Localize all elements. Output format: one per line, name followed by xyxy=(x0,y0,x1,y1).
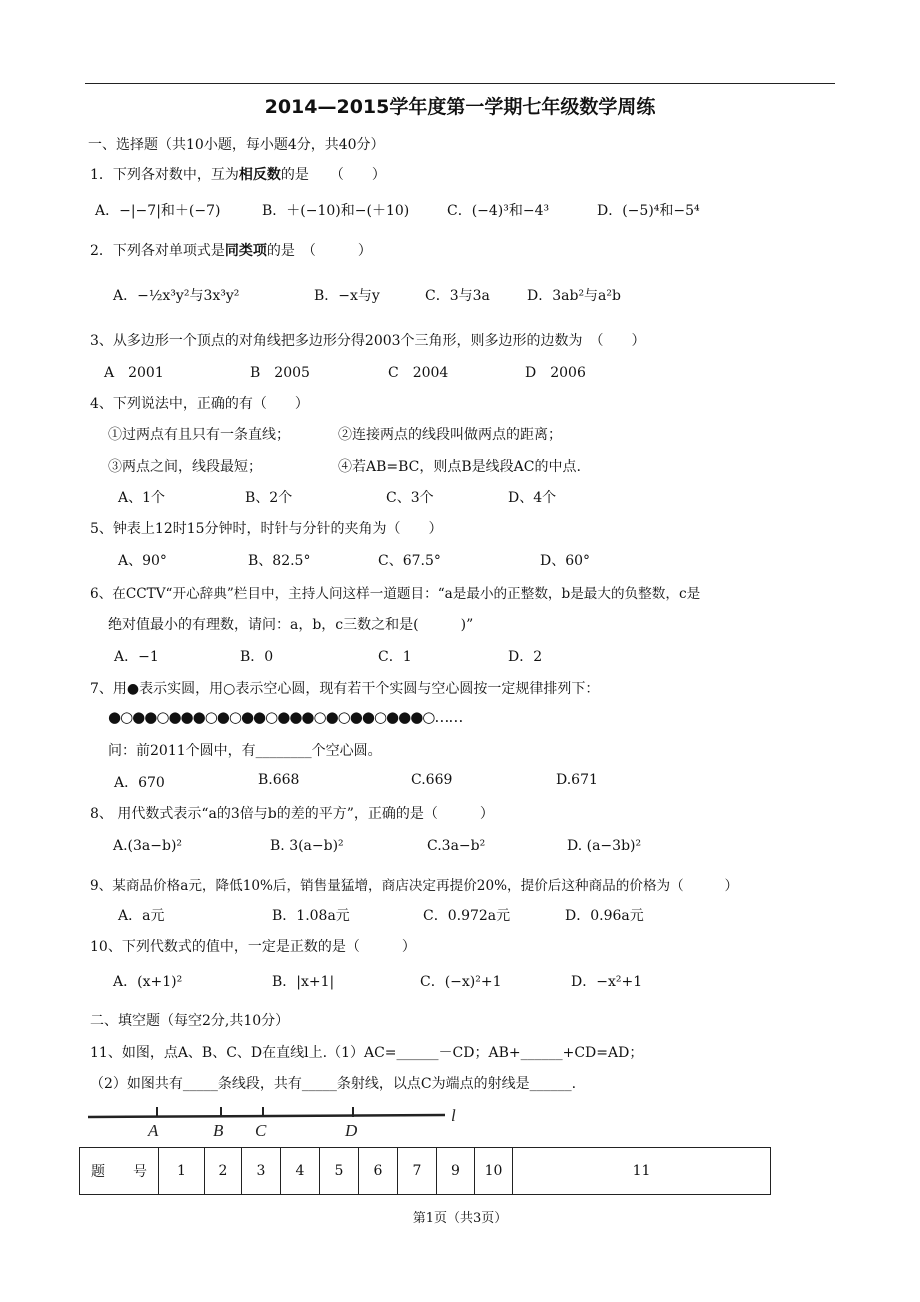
table-cell: 4 xyxy=(281,1148,320,1195)
line-figure xyxy=(85,1100,485,1142)
q9-stem: 9、某商品价格a元，降低10%后，销售量猛增，商店决定再提价20%，提价后这种商品的价格为（ ） xyxy=(90,878,739,894)
section-heading-fill: 二、填空题（每空2分,共10分） xyxy=(90,1013,290,1029)
q4-stem: 4、下列说法中，正确的有（ ） xyxy=(90,396,309,412)
label-d: D xyxy=(345,1121,358,1140)
q4-statement-2: ②连接两点的线段叫做两点的距离； xyxy=(338,427,562,443)
answer-table xyxy=(79,1147,771,1195)
q4-option-a: A、1个 xyxy=(118,490,166,506)
q9-option-b: B．1.08a元 xyxy=(272,908,350,924)
q7-circle-pattern: ●○●●○●●●○●○●●○●●●○●○●●○●●●○…… xyxy=(108,708,463,726)
q4-statement-1: ①过两点有且只有一条直线； xyxy=(108,427,290,443)
q5-option-d: D、60° xyxy=(540,553,591,569)
q6-stem-line1: 6、在CCTV“开心辞典”栏目中，主持人问这样一道题目：“a是最小的正整数，b是最大的负整数，c是 xyxy=(90,586,701,602)
table-cell: 3 xyxy=(242,1148,281,1195)
q10-option-d: D．−x²+1 xyxy=(571,974,643,990)
section-heading-choice: 一、选择题（共10小题，每小题4分，共40分） xyxy=(88,137,385,153)
q5-option-c: C、67.5° xyxy=(378,553,441,569)
table-cell: 2 xyxy=(205,1148,242,1195)
q8-option-b: B. 3(a−b)² xyxy=(270,838,344,854)
q6-stem-line2: 绝对值最小的有理数，请问：a，b，c三数之和是( )” xyxy=(108,617,474,633)
q4-statement-4: ④若AB=BC，则点B是线段AC的中点. xyxy=(338,459,581,475)
q10-option-c: C．(−x)²+1 xyxy=(420,974,502,990)
page-footer: 第1页（共3页） xyxy=(412,1211,508,1226)
q9-option-d: D．0.96a元 xyxy=(565,908,644,924)
q4-option-b: B、2个 xyxy=(245,490,293,506)
q1-option-b: B．＋(−10)和−(＋10) xyxy=(262,203,410,219)
table-row xyxy=(80,1148,771,1195)
top-rule xyxy=(85,83,835,84)
q1-stem: 1．下列各对数中，互为相反数的是 （ ） xyxy=(90,167,386,183)
q5-stem: 5、钟表上12时15分钟时，时针与分针的夹角为（ ） xyxy=(90,521,443,537)
line-l xyxy=(88,1115,445,1117)
q10-option-a: A．(x+1)² xyxy=(113,974,183,990)
q1-option-d: D．(−5)⁴和−5⁴ xyxy=(597,203,700,219)
q7-option-c: C.669 xyxy=(411,772,453,788)
q4-option-c: C、3个 xyxy=(386,490,434,506)
q8-stem: 8、 用代数式表示“a的3倍与b的差的平方”，正确的是（ ） xyxy=(90,806,494,822)
label-b: B xyxy=(213,1121,224,1140)
label-c: C xyxy=(255,1121,267,1140)
table-cell: 10 xyxy=(475,1148,513,1195)
table-cell: 11 xyxy=(513,1148,771,1195)
q8-option-d: D. (a−3b)² xyxy=(567,838,642,854)
q3-option-c: C 2004 xyxy=(388,365,449,381)
q9-option-a: A．a元 xyxy=(118,908,165,924)
q3-option-d: D 2006 xyxy=(525,365,586,381)
page-title: 2014—2015学年度第一学期七年级数学周练 xyxy=(264,96,656,118)
q6-option-b: B．0 xyxy=(240,649,274,665)
q7-option-d: D.671 xyxy=(556,772,598,788)
q3-option-a: A 2001 xyxy=(104,365,164,381)
label-l: l xyxy=(451,1106,456,1125)
table-cell: 9 xyxy=(437,1148,475,1195)
q5-option-a: A、90° xyxy=(118,553,167,569)
q11-line2: （2）如图共有_____条线段，共有_____条射线，以点C为端点的射线是______. xyxy=(90,1076,577,1092)
q2-option-a: A．−½x³y²与3x³y² xyxy=(113,288,240,304)
q7-option-a: A．670 xyxy=(114,775,165,791)
q1-option-c: C．(−4)³和−4³ xyxy=(447,203,550,219)
q3-stem: 3、从多边形一个顶点的对角线把多边形分得2003个三角形，则多边形的边数为 （ ） xyxy=(90,333,646,349)
q8-option-a: A.(3a−b)² xyxy=(113,838,183,854)
table-cell: 1 xyxy=(159,1148,205,1195)
q11-line1: 11、如图，点A、B、C、D在直线l上.（1）AC=______－CD；AB+______+CD=AD； xyxy=(90,1045,644,1061)
q10-stem: 10、下列代数式的值中，一定是正数的是（ ） xyxy=(90,939,416,955)
label-a: A xyxy=(148,1121,159,1140)
q6-option-d: D．2 xyxy=(508,649,543,665)
q7-option-b: B.668 xyxy=(258,772,300,788)
q10-option-b: B．|x+1| xyxy=(272,974,335,990)
q5-option-b: B、82.5° xyxy=(248,553,311,569)
q2-stem: 2．下列各对单项式是同类项的是 （ ） xyxy=(90,243,372,259)
table-header-cell: 题 号 xyxy=(80,1148,159,1195)
q7-question: 问：前2011个圆中，有________个空心圆。 xyxy=(108,743,382,759)
q2-option-d: D．3ab²与a²b xyxy=(527,288,621,304)
q4-statement-3: ③两点之间，线段最短； xyxy=(108,459,262,475)
table-cell: 7 xyxy=(398,1148,437,1195)
q3-option-b: B 2005 xyxy=(250,365,310,381)
q2-option-b: B．−x与y xyxy=(314,288,380,304)
q8-option-c: C.3a−b² xyxy=(427,838,486,854)
q4-option-d: D、4个 xyxy=(508,490,557,506)
q1-option-a: A．−|−7|和＋(−7) xyxy=(95,203,221,219)
table-cell: 6 xyxy=(359,1148,398,1195)
table-cell: 5 xyxy=(320,1148,359,1195)
q6-option-a: A．−1 xyxy=(114,649,159,665)
q6-option-c: C．1 xyxy=(378,649,412,665)
q9-option-c: C．0.972a元 xyxy=(423,908,511,924)
q2-option-c: C．3与3a xyxy=(425,288,490,304)
q7-stem: 7、用●表示实圆，用○表示空心圆，现有若干个实圆与空心圆按一定规律排列下： xyxy=(90,681,600,697)
